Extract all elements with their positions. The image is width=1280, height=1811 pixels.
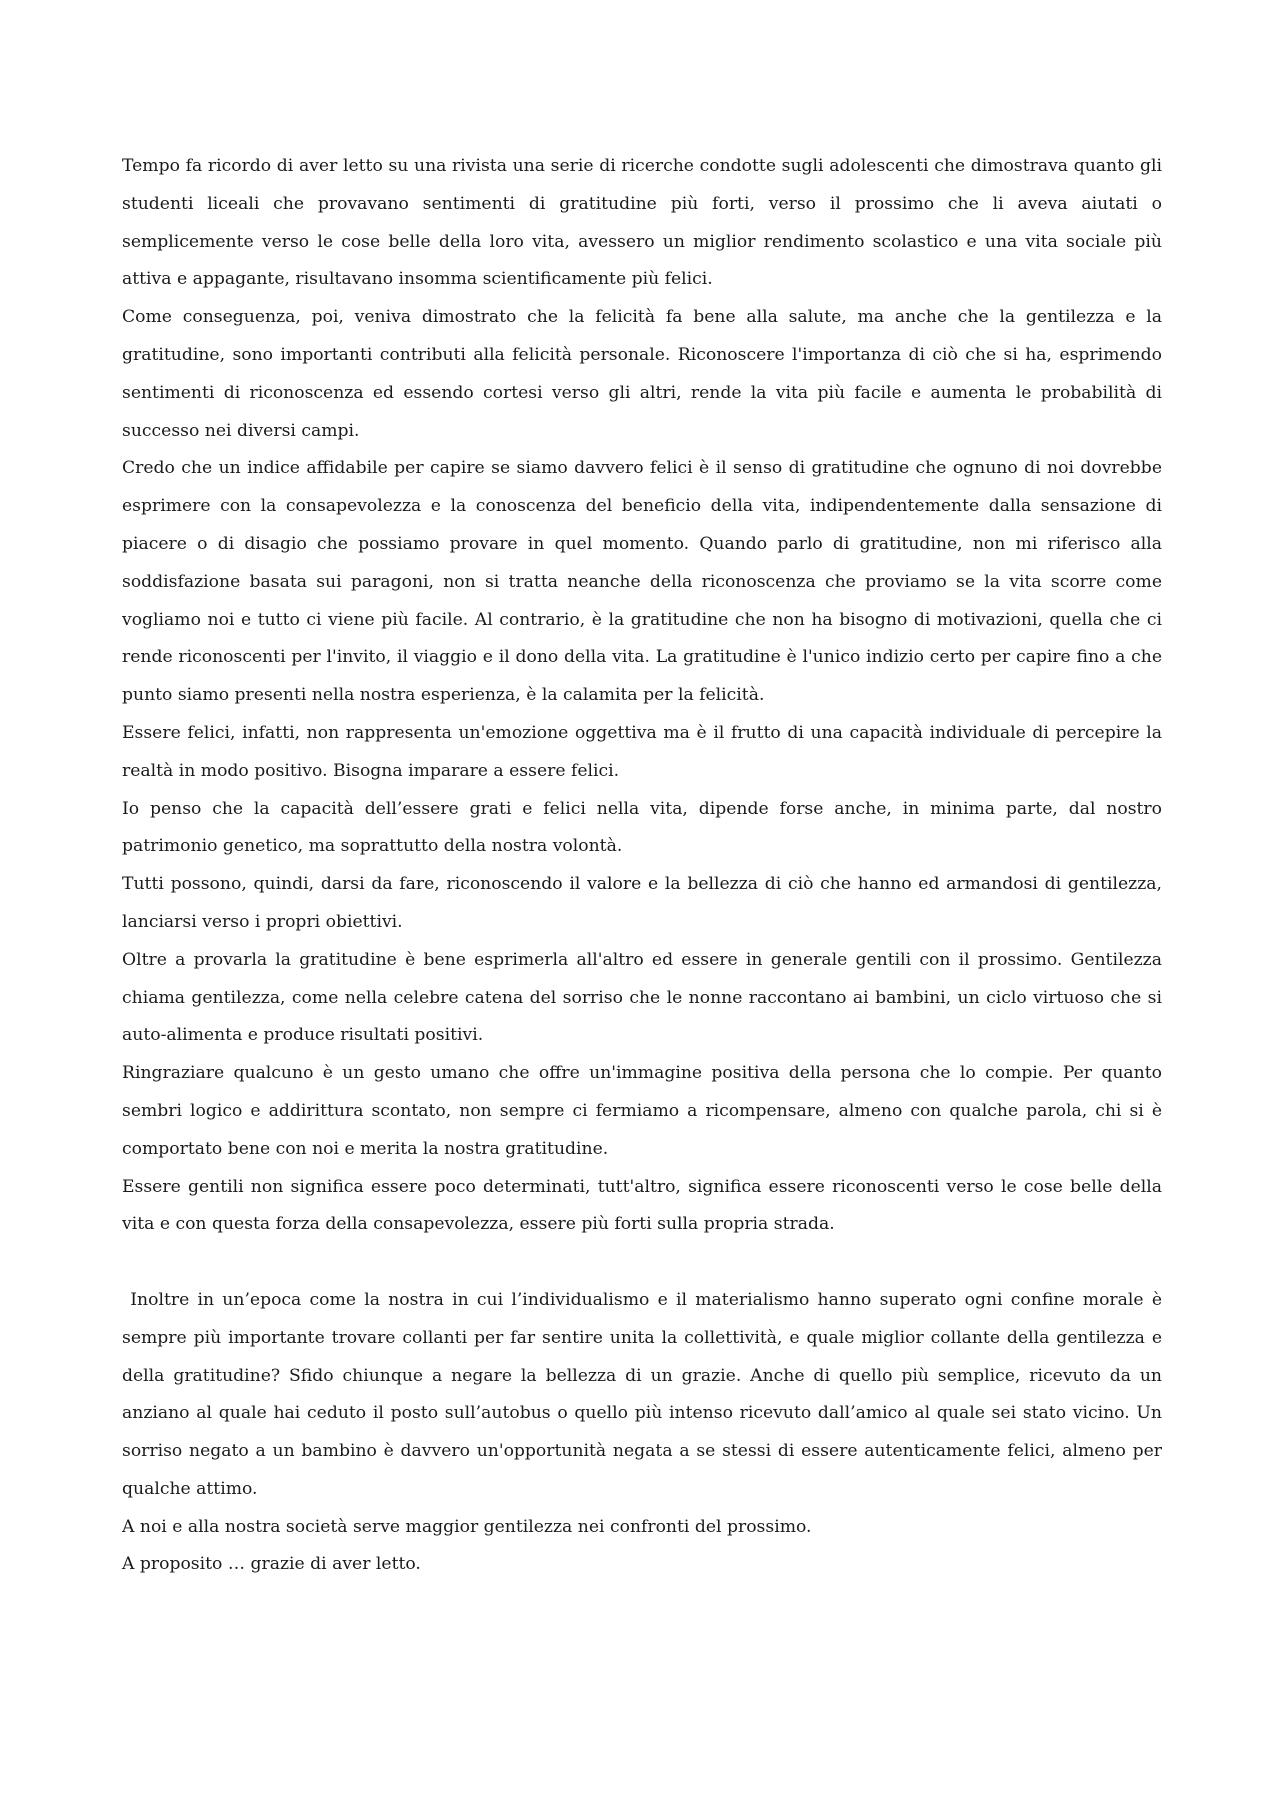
paragraph-11: A noi e alla nostra società serve maggior gentilezza nei confronti del prossimo. (122, 1516, 812, 1537)
paragraph-7: Oltre a provarla la gratitudine è bene esprimerla all'altro ed essere in generale gentili con il prossimo. Gentilezza chiama gentilezza, come nella celebre catena del sorriso che le nonne raccontano ai bambini, un ciclo virtuoso che si auto-alimenta e produce risultati positivi. (122, 949, 1162, 1046)
paragraph-1: Tempo fa ricordo di aver letto su una rivista una serie di ricerche condotte sugli adolescenti che dimostrava quanto gli studenti liceali che provavano sentimenti di gratitudine più forti, verso il prossimo che li aveva aiutati o semplicemente verso le cose belle della loro vita, avessero un miglior rendimento scolastico e una vita sociale più attiva e appagante, risultavano insomma scientificamente più felici. (122, 156, 1162, 290)
paragraph-8: Ringraziare qualcuno è un gesto umano che offre un'immagine positiva della persona che lo compie. Per quanto sembri logico e addirittura scontato, non sempre ci fermiamo a ricompensare, almeno con qualche parola, chi si è comportato bene con noi e merita la nostra gratitudine. (122, 1063, 1162, 1159)
paragraph-9: Essere gentili non significa essere poco determinati, tutt'altro, significa essere riconoscenti verso le cose belle della vita e con questa forza della consapevolezza, essere più forti sulla propria strada. (122, 1176, 1162, 1235)
paragraph-10: Inoltre in un’epoca come la nostra in cui l’individualismo e il materialismo hanno superato ogni confine morale è sempre più importante trovare collanti per far sentire unita la collettività, e quale miglior collante della gentilezza e della gratitudine? Sfido chiunque a negare la bellezza di un grazie. Anche di quello più semplice, ricevuto da un anziano al quale hai ceduto il posto sull’autobus o quello più intenso ricevuto dall’amico al quale sei stato vicino. Un sorriso negato a un bambino è davvero un'opportunità negata a se stessi di essere autenticamente felici, almeno per qualche attimo. (122, 1289, 1168, 1499)
paragraph-5: Io penso che la capacità dell’essere grati e felici nella vita, dipende forse anche, in minima parte, dal nostro patrimonio genetico, ma soprattutto della nostra volontà. (122, 798, 1162, 857)
paragraph-2: Come conseguenza, poi, veniva dimostrato che la felicità fa bene alla salute, ma anche che la gentilezza e la gratitudine, sono importanti contributi alla felicità personale. Riconoscere l'importanza di ciò che si ha, esprimendo sentimenti di riconoscenza ed essendo cortesi verso gli altri, rende la vita più facile e aumenta le probabilità di successo nei diversi campi. (122, 307, 1162, 441)
document-page (122, 148, 1168, 1584)
paragraph-6: Tutti possono, quindi, darsi da fare, riconoscendo il valore e la bellezza di ciò che hanno ed armandosi di gentilezza, lanciarsi verso i propri obiettivi. (122, 874, 1162, 932)
paragraph-4: Essere felici, infatti, non rappresenta un'emozione oggettiva ma è il frutto di una capacità individuale di percepire la realtà in modo positivo. Bisogna imparare a essere felici. (122, 722, 1162, 781)
paragraph-12: A proposito … grazie di aver letto. (122, 1554, 421, 1575)
paragraph-3: Credo che un indice affidabile per capire se siamo davvero felici è il senso di gratitudine che ognuno di noi dovrebbe esprimere con la consapevolezza e la conoscenza del beneficio della vita, indipendentemente dalla sensazione di piacere o di disagio che possiamo provare in quel momento. Quando parlo di gratitudine, non mi riferisco alla soddisfazione basata sui paragoni, non si tratta neanche della riconoscenza che proviamo se la vita scorre come vogliamo noi e tutto ci viene più facile. Al contrario, è la gratitudine che non ha bisogno di motivazioni, quella che ci rende riconoscenti per l'invito, il viaggio e il dono della vita. La gratitudine è l'unico indizio certo per capire fino a che punto siamo presenti nella nostra esperienza, è la calamita per la felicità. (122, 458, 1162, 706)
